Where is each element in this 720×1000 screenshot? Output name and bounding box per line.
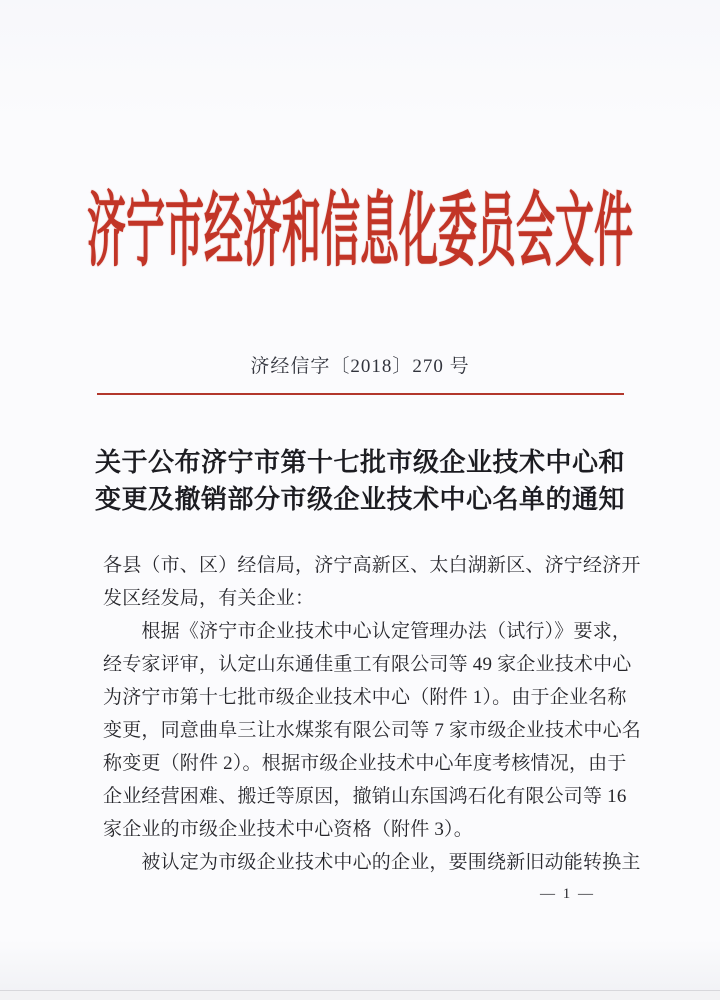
body-line: 各县（市、区）经信局，济宁高新区、太白湖新区、济宁经济开 <box>103 555 641 576</box>
body-line: 家企业的市级企业技术中心资格（附件 3）。 <box>103 819 473 840</box>
body-line: 变更，同意曲阜三让水煤浆有限公司等 7 家市级企业技术中心名 <box>103 720 642 741</box>
body-line: 企业经营困难、搬迁等原因，撤销山东国鸿石化有限公司等 16 <box>103 786 627 807</box>
body-line: 为济宁市第十七批市级企业技术中心（附件 1）。由于企业名称 <box>103 687 627 708</box>
red-divider-rule <box>97 393 624 395</box>
document-body <box>103 549 642 879</box>
body-line: 根据《济宁市企业技术中心认定管理办法（试行）》要求， <box>103 621 632 642</box>
body-line: 经专家评审，认定山东通佳重工有限公司等 49 家企业技术中心 <box>103 654 632 675</box>
red-masthead <box>0 189 720 275</box>
document-title-line-1: 关于公布济宁市第十七批市级企业技术中心和 <box>94 448 625 477</box>
scanner-edge-artifact <box>0 990 720 1000</box>
document-reference-number: 济经信字〔2018〕270 号 <box>250 356 470 377</box>
page-number: — 1 — <box>540 886 595 902</box>
masthead-title: 济宁市经济和信息化委员会文件 <box>86 187 633 277</box>
body-line: 发区经发局，有关企业： <box>103 588 315 609</box>
document-title <box>0 444 720 518</box>
document-title-line-2: 变更及撤销部分市级企业技术中心名单的通知 <box>94 485 625 514</box>
body-line: 称变更（附件 2）。根据市级企业技术中心年度考核情况，由于 <box>103 753 627 774</box>
body-line: 被认定为市级企业技术中心的企业，要围绕新旧动能转换主 <box>103 852 641 873</box>
